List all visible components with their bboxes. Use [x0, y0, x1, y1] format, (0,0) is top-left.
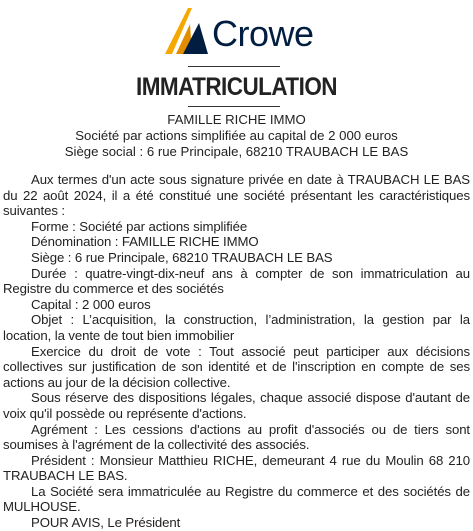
paragraph-object: Objet : L’acquisition, la construction, l’administration, la gestion par la location, la vente de tout bien immobilier — [3, 312, 470, 343]
company-header — [0, 112, 473, 160]
company-seat: Siège social : 6 rue Principale, 68210 TRAUBACH LE BAS — [64, 144, 409, 159]
heading-rule-bottom — [188, 106, 280, 107]
paragraph-form: Forme : Société par actions simplifiée — [31, 218, 248, 234]
company-name: FAMILLE RICHE IMMO — [167, 112, 306, 127]
paragraph-duration: Durée : quatre-vingt-dix-neuf ans à compter de son immatriculation au Registre du commerce et des sociétés — [3, 265, 470, 297]
notice-body — [3, 172, 470, 531]
notice-heading: IMMATRICULATION — [135, 73, 338, 101]
heading-rule-top — [188, 66, 280, 67]
paragraph-signature: POUR AVIS, Le Président — [31, 515, 181, 531]
paragraph-approval: Agrément : Les cessions d'actions au profit d'associés ou de tiers sont soumises à l'agrément de la collectivité des associés. — [3, 421, 470, 453]
company-legal-form: Société par actions simplifiée au capital de 2 000 euros — [75, 128, 398, 143]
paragraph-denomination: Dénomination : FAMILLE RICHE IMMO — [31, 234, 259, 250]
paragraph-intro: Aux termes d'un acte sous signature privée en date à TRAUBACH LE BAS du 22 août 2024, il a été constitué une société présentant les caractéristiques suivantes : — [3, 172, 470, 219]
paragraph-voting-rights: Sous réserve des dispositions légales, chaque associé dispose d'autant de voix qu'il possède ou représente d'actions. — [3, 390, 470, 421]
crowe-logo — [162, 6, 332, 60]
crowe-logo-wordmark: Crowe — [212, 13, 314, 54]
paragraph-voting: Exercice du droit de vote : Tout associé peut participer aux décisions collectives sur justification de son identité et de l'inscription en compte de ses actions au jour de la décision collective. — [3, 343, 470, 390]
crowe-logo-mark-icon — [162, 6, 212, 60]
paragraph-president: Président : Monsieur Matthieu RICHE, demeurant 4 rue du Moulin 68 210 TRAUBACH LE BAS. — [3, 452, 470, 484]
paragraph-capital: Capital : 2 000 euros — [31, 296, 151, 312]
paragraph-seat: Siège : 6 rue Principale, 68210 TRAUBACH LE BAS — [31, 249, 333, 265]
paragraph-registration: La Société sera immatriculée au Registre du commerce et des sociétés de MULHOUSE. — [3, 483, 470, 515]
